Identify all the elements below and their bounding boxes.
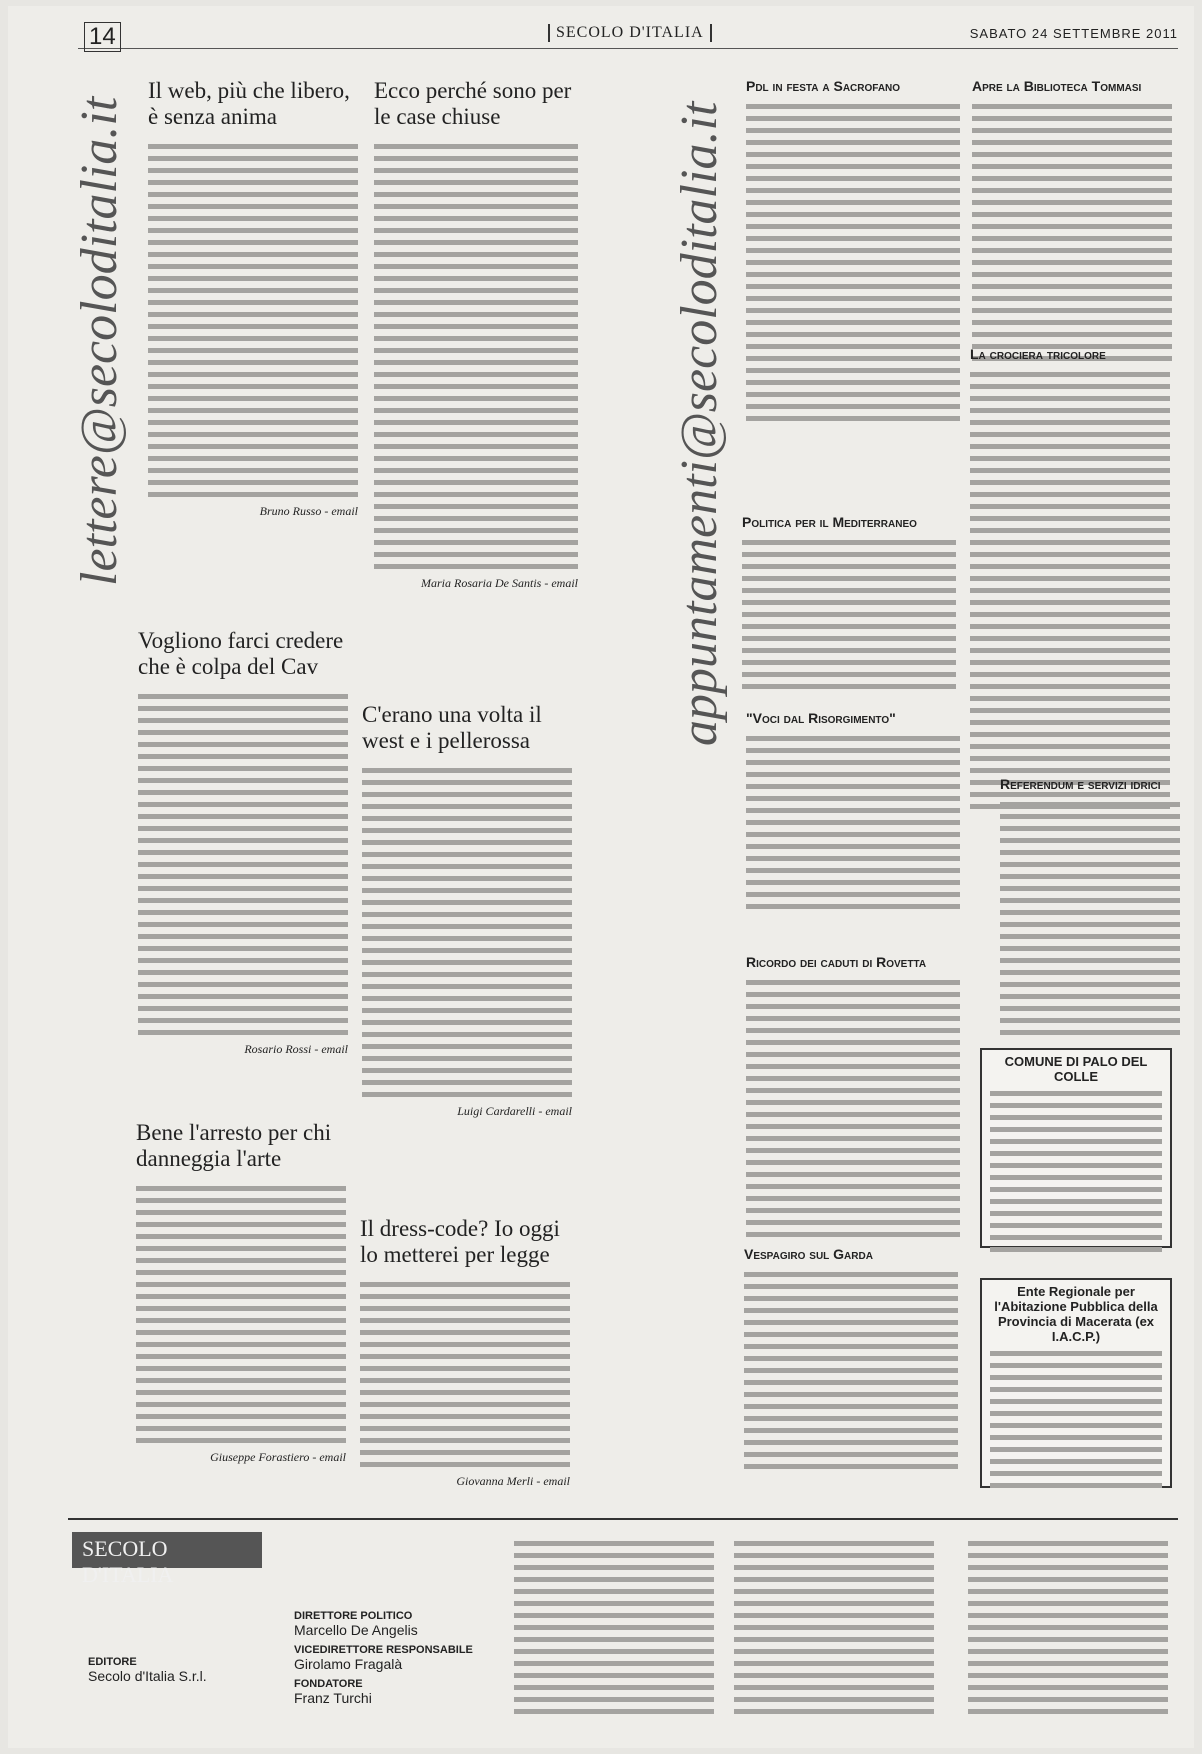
colophon: [68, 1518, 1178, 1720]
letter-article: [360, 1216, 570, 1489]
letter-article: [374, 78, 578, 591]
appointment-item: [746, 954, 960, 1244]
body-text-placeholder: [374, 144, 578, 569]
ad-title: COMUNE DI PALO DEL COLLE: [1004, 1054, 1148, 1084]
newspaper-page: [8, 6, 1194, 1748]
body-text-placeholder: [360, 1282, 570, 1467]
appointment-title: "Voci dal Risorgimento": [746, 710, 896, 726]
appointment-item: [746, 78, 960, 428]
letter-article: [138, 628, 348, 1057]
letter-author: Giuseppe Forastiero - email: [210, 1450, 346, 1464]
appointment-item: [1000, 776, 1180, 1042]
letter-author: Rosario Rossi - email: [244, 1042, 348, 1056]
letter-title: Vogliono farci credere che è colpa del Cav: [138, 628, 344, 679]
appointments-email-label: appuntamenti@secoloditalia.it: [671, 101, 728, 746]
appointment-item: [744, 1246, 958, 1476]
appointment-title: La crociera tricolore: [970, 346, 1106, 362]
letter-article: [362, 702, 572, 1119]
distribution-placeholder: [968, 1534, 1168, 1721]
appointment-title: Referendum e servizi idrici: [1000, 776, 1161, 792]
advertisement-box: [980, 1278, 1172, 1488]
ad-title: Ente Regionale per l'Abitazione Pubblica della Provincia di Macerata (ex I.A.C.P.): [994, 1284, 1158, 1344]
letter-title: Il dress-code? Io oggi lo metterei per legge: [360, 1216, 560, 1267]
letter-article: [148, 78, 358, 519]
editorial-block: DIRETTORE POLITICO Marcello De Angelis VICEDIRETTORE RESPONSABILE Girolamo Fragalà FONDATORE Franz Turchi: [294, 1610, 473, 1706]
body-text-placeholder: [148, 144, 358, 497]
appointment-title: Pdl in festa a Sacrofano: [746, 78, 901, 94]
appointment-title: Vespagiro sul Garda: [744, 1246, 873, 1262]
letter-title: Il web, più che libero, è senza anima: [148, 78, 350, 129]
advertisement-box: [980, 1048, 1172, 1248]
appointment-title: Ricordo dei caduti di Rovetta: [746, 954, 927, 970]
body-text-placeholder: [136, 1186, 346, 1443]
body-text-placeholder: [362, 768, 572, 1097]
body-text-placeholder: [138, 694, 348, 1035]
page-header: [78, 20, 1178, 49]
footer-logo: SECOLO D'ITALIA: [72, 1532, 262, 1568]
letter-article: [136, 1120, 346, 1465]
letter-author: Luigi Cardarelli - email: [457, 1104, 572, 1118]
appointment-title: Apre la Biblioteca Tommasi: [972, 78, 1142, 94]
issue-date: SABATO 24 SETTEMBRE 2011: [969, 26, 1178, 41]
letter-title: C'erano una volta il west e i pellerossa: [362, 702, 542, 753]
appointment-item: [742, 514, 956, 696]
appointment-title: Politica per il Mediterraneo: [742, 514, 917, 530]
letter-author: Maria Rosaria De Santis - email: [421, 576, 578, 590]
appointment-item: [970, 346, 1170, 816]
printing-placeholder: [734, 1534, 934, 1721]
appointment-item: [746, 710, 960, 916]
page-number: 14: [84, 22, 121, 52]
letters-email-label: lettere@secoloditalia.it: [71, 96, 128, 586]
publisher-block: EDITORE Secolo d'Italia S.r.l.: [88, 1656, 207, 1684]
contacts-placeholder: [514, 1534, 714, 1721]
letter-author: Giovanna Merli - email: [456, 1474, 570, 1488]
letter-author: Bruno Russo - email: [259, 504, 358, 518]
letter-title: Ecco perché sono per le case chiuse: [374, 78, 572, 129]
masthead: SECOLO D'ITALIA: [548, 24, 712, 42]
letter-title: Bene l'arresto per chi danneggia l'arte: [136, 1120, 332, 1171]
appointment-item: [972, 78, 1172, 368]
